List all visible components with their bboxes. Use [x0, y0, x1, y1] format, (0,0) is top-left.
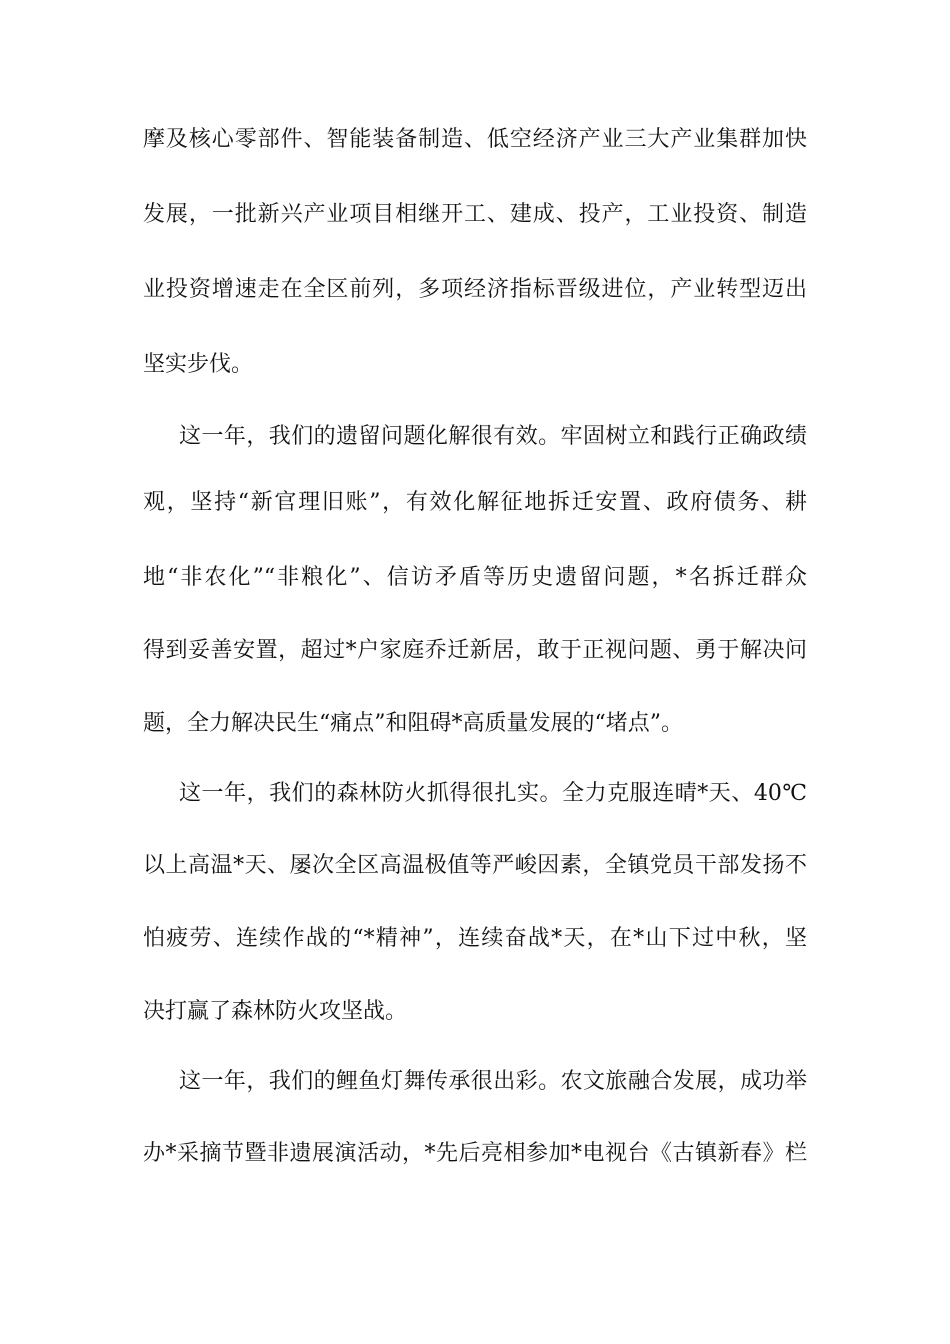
text-line: 怕疲劳、连续作战的“*精神”，连续奋战*天，在*山下过中秋，坚 [143, 926, 807, 951]
text-line: 这一年，我们的遗留问题化解很有效。牢固树立和践行正确政绩 [179, 424, 807, 449]
text-line: 地“非农化”“非粮化”、信访矛盾等历史遗留问题，*名拆迁群众 [143, 565, 807, 590]
text-line: 这一年，我们的鲤鱼灯舞传承很出彩。农文旅融合发展，成功举 [179, 1069, 807, 1094]
text-line: 办*采摘节暨非遗展演活动，*先后亮相参加*电视台《古镇新春》栏 [143, 1141, 807, 1166]
text-line: 观，坚持“新官理旧账”，有效化解征地拆迁安置、政府债务、耕 [143, 490, 807, 515]
text-line: 坚实步伐。 [143, 352, 254, 377]
text-line: 发展，一批新兴产业项目相继开工、建成、投产，工业投资、制造 [143, 202, 807, 227]
text-line: 业投资增速走在全区前列，多项经济指标晋级进位，产业转型迈出 [143, 277, 807, 302]
text-line: 以上高温*天、屡次全区高温极值等严峻因素，全镇党员干部发扬不 [143, 853, 807, 878]
text-line: 这一年，我们的森林防火抓得很扎实。全力克服连晴*天、40℃ [179, 781, 807, 806]
text-line: 决打赢了森林防火攻坚战。 [143, 999, 408, 1024]
text-line: 题，全力解决民生“痛点”和阻碍*高质量发展的“堵点”。 [143, 711, 683, 736]
text-line: 得到妥善安置，超过*户家庭乔迁新居，敢于正视问题、勇于解决问 [143, 638, 807, 663]
text-line: 摩及核心零部件、智能装备制造、低空经济产业三大产业集群加快 [143, 127, 807, 152]
